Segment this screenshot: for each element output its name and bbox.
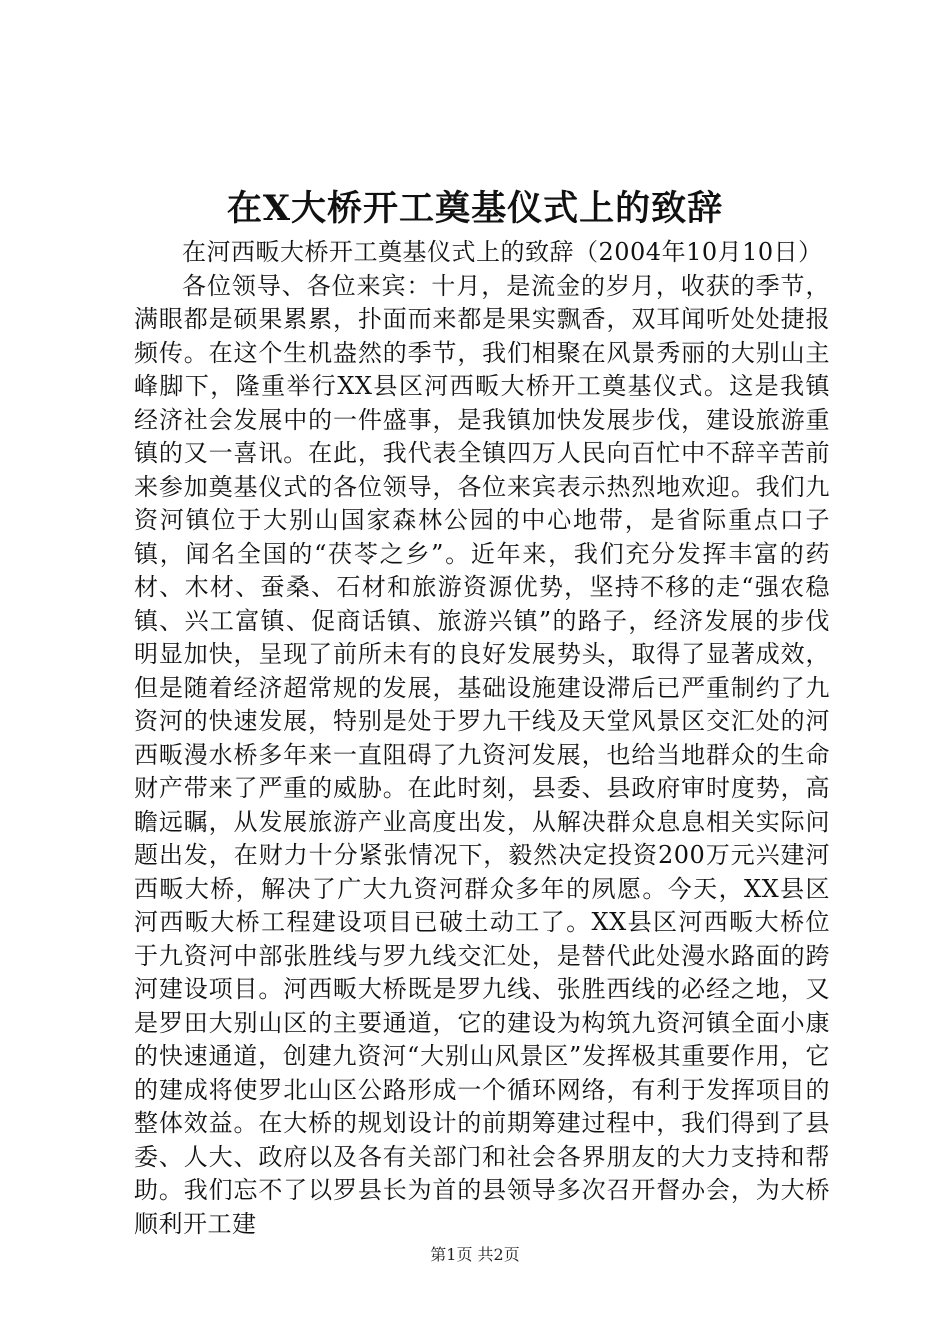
page-footer: 第1页 共2页 — [430, 1245, 520, 1264]
document-body — [134, 236, 830, 1241]
speech-paragraph: 各位领导、各位来宾：十月，是流金的岁月，收获的季节，满眼都是硕果累累，扑面而来都是果实飘香，双耳闻听处处捷报频传。在这个生机盎然的季节，我们相聚在风景秀丽的大别山主峰脚下，隆重举行XX县区河西畈大桥开工奠基仪式。这是我镇经济社会发展中的一件盛事，是我镇加快发展步伐，建设旅游重镇的又一喜讯。在此，我代表全镇四万人民向百忙中不辞辛苦前来参加奠基仪式的各位领导，各位来宾表示热烈地欢迎。我们九资河镇位于大别山国家森林公园的中心地带，是省际重点口子镇，闻名全国的“茯苓之乡”。近年来，我们充分发挥丰富的药材、木材、蚕桑、石材和旅游资源优势，坚持不移的走“强农稳镇、兴工富镇、促商话镇、旅游兴镇”的路子，经济发展的步伐明显加快，呈现了前所未有的良好发展势头，取得了显著成效，但是随着经济超常规的发展，基础设施建设滞后已严重制约了九资河的快速发展，特别是处于罗九干线及天堂风景区交汇处的河西畈漫水桥多年来一直阻碍了九资河发展，也给当地群众的生命财产带来了严重的威胁。在此时刻，县委、县政府审时度势，高瞻远瞩，从发展旅游产业高度出发，从解决群众息息相关实际问题出发，在财力十分紧张情况下，毅然决定投资200万元兴建河西畈大桥，解决了广大九资河群众多年的夙愿。今天，XX县区河西畈大桥工程建设项目已破土动工了。XX县区河西畈大桥位于九资河中部张胜线与罗九线交汇处，是替代此处漫水路面的跨河建设项目。河西畈大桥既是罗九线、张胜西线的必经之地，又是罗田大别山区的主要通道，它的建设为构筑九资河镇全面小康的快速通道，创建九资河“大别山风景区”发挥极其重要作用，它的建成将使罗北山区公路形成一个循环网络，有利于发挥项目的整体效益。在大桥的规划设计的前期筹建过程中，我们得到了县委、人大、政府以及各有关部门和社会各界朋友的大力支持和帮助。我们忘不了以罗县长为首的县领导多次召开督办会，为大桥顺利开工建 — [134, 271, 830, 1238]
subtitle-paragraph: 在河西畈大桥开工奠基仪式上的致辞（2004年10月10日） — [182, 238, 823, 266]
document-title: 在X大桥开工奠基仪式上的致辞 — [226, 188, 724, 229]
